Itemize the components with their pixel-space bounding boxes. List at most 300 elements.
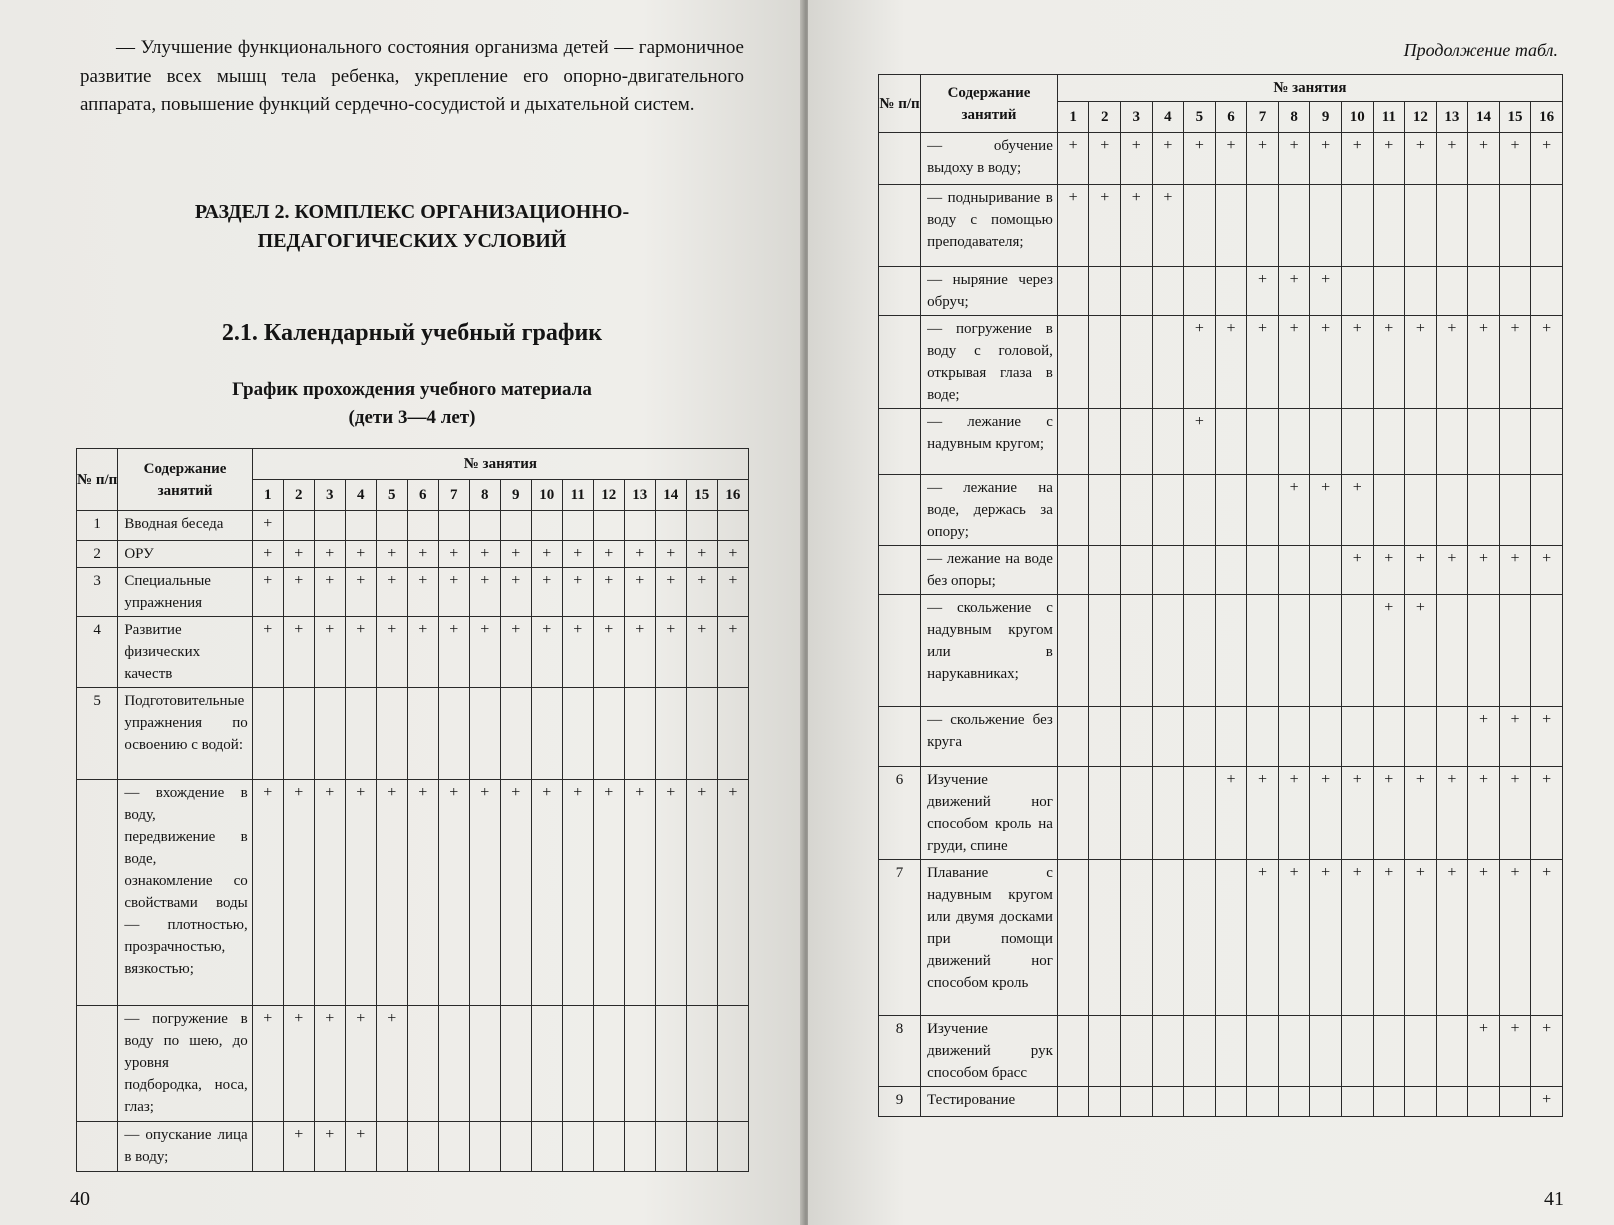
lesson-number: 3 <box>314 480 345 511</box>
lesson-mark: + <box>1531 767 1563 860</box>
lesson-mark: + <box>562 780 593 1006</box>
lesson-number: 4 <box>345 480 376 511</box>
lesson-mark: + <box>1310 133 1342 185</box>
row-number <box>879 595 921 707</box>
lesson-mark: + <box>1405 767 1437 860</box>
lesson-mark: + <box>1215 133 1247 185</box>
lesson-mark: + <box>345 568 376 617</box>
row-number: 3 <box>77 568 118 617</box>
lesson-mark <box>717 511 748 541</box>
row-content: Изучение движений ног способом кроль на груди, спине <box>921 767 1058 860</box>
lesson-mark <box>1152 595 1184 707</box>
lesson-mark: + <box>1278 316 1310 409</box>
lesson-mark <box>1152 475 1184 546</box>
lesson-mark: + <box>283 780 314 1006</box>
lesson-mark: + <box>1405 133 1437 185</box>
lesson-mark <box>717 688 748 780</box>
lesson-mark <box>1373 1087 1405 1117</box>
lesson-mark <box>500 511 531 541</box>
lesson-mark <box>655 511 686 541</box>
lesson-mark <box>531 1006 562 1122</box>
lesson-mark: + <box>1531 133 1563 185</box>
lesson-number: 11 <box>562 480 593 511</box>
lesson-mark: + <box>1405 595 1437 707</box>
lesson-mark <box>1057 595 1089 707</box>
lesson-mark: + <box>1152 185 1184 267</box>
lesson-mark: + <box>407 568 438 617</box>
lesson-mark <box>593 1006 624 1122</box>
lesson-mark <box>407 1122 438 1172</box>
lesson-mark: + <box>1278 133 1310 185</box>
lesson-mark <box>1152 409 1184 475</box>
lesson-mark: + <box>1373 595 1405 707</box>
lesson-mark <box>469 688 500 780</box>
lesson-mark <box>1310 1087 1342 1117</box>
lesson-mark: + <box>1341 546 1373 595</box>
lesson-mark: + <box>500 568 531 617</box>
lesson-mark <box>1436 267 1468 316</box>
table-row <box>77 617 749 688</box>
lesson-mark: + <box>1278 475 1310 546</box>
lesson-mark: + <box>655 617 686 688</box>
header-lesson: № занятия <box>252 449 748 480</box>
lesson-mark: + <box>1531 707 1563 767</box>
lesson-mark: + <box>1531 546 1563 595</box>
lesson-mark: + <box>1089 133 1121 185</box>
lesson-mark <box>283 688 314 780</box>
lesson-mark <box>1341 185 1373 267</box>
lesson-mark <box>1184 707 1216 767</box>
lesson-number: 12 <box>1405 102 1437 133</box>
lesson-mark: + <box>1057 133 1089 185</box>
lesson-mark: + <box>1373 860 1405 1016</box>
lesson-mark: + <box>1468 860 1500 1016</box>
lesson-mark <box>1089 475 1121 546</box>
lesson-mark: + <box>593 568 624 617</box>
lesson-number: 1 <box>1057 102 1089 133</box>
lesson-mark <box>469 1006 500 1122</box>
table-row <box>879 546 1563 595</box>
header-num: № п/п <box>879 75 921 133</box>
lesson-mark <box>1215 185 1247 267</box>
lesson-number: 3 <box>1121 102 1153 133</box>
table-row <box>77 1006 749 1122</box>
lesson-mark <box>624 1122 655 1172</box>
lesson-mark: + <box>686 617 717 688</box>
lesson-mark <box>1121 267 1153 316</box>
row-content: — ныряние через обруч; <box>921 267 1058 316</box>
table-row <box>879 185 1563 267</box>
lesson-mark <box>1405 267 1437 316</box>
lesson-mark: + <box>469 617 500 688</box>
lesson-mark: + <box>1184 316 1216 409</box>
lesson-mark <box>500 1122 531 1172</box>
row-number <box>879 409 921 475</box>
lesson-mark <box>1373 1016 1405 1087</box>
table-row <box>77 568 749 617</box>
lesson-mark: + <box>1499 707 1531 767</box>
lesson-number: 7 <box>438 480 469 511</box>
lesson-mark <box>1184 475 1216 546</box>
lesson-mark <box>1531 409 1563 475</box>
lesson-mark <box>562 511 593 541</box>
lesson-mark <box>1405 185 1437 267</box>
table-row <box>879 475 1563 546</box>
lesson-mark <box>314 511 345 541</box>
lesson-mark <box>1152 1087 1184 1117</box>
lesson-mark: + <box>717 568 748 617</box>
lesson-mark <box>686 1122 717 1172</box>
lesson-mark: + <box>345 617 376 688</box>
lesson-mark <box>500 688 531 780</box>
lesson-mark: + <box>1310 860 1342 1016</box>
lesson-mark: + <box>314 541 345 568</box>
lesson-mark <box>1121 707 1153 767</box>
lesson-mark <box>1468 595 1500 707</box>
lesson-mark: + <box>1341 316 1373 409</box>
lesson-mark: + <box>407 780 438 1006</box>
lesson-number: 8 <box>1278 102 1310 133</box>
lesson-mark <box>1247 707 1279 767</box>
table-row <box>879 707 1563 767</box>
row-content: Специальные упражнения <box>118 568 252 617</box>
lesson-mark: + <box>283 1006 314 1122</box>
lesson-mark <box>1057 1016 1089 1087</box>
lesson-mark <box>1247 409 1279 475</box>
lesson-mark: + <box>438 541 469 568</box>
lesson-mark: + <box>252 617 283 688</box>
lesson-mark <box>1057 475 1089 546</box>
lesson-mark: + <box>469 780 500 1006</box>
lesson-mark: + <box>1531 860 1563 1016</box>
lesson-mark <box>1531 185 1563 267</box>
row-number <box>77 780 118 1006</box>
lesson-mark <box>1373 267 1405 316</box>
lesson-mark <box>1373 185 1405 267</box>
lesson-mark: + <box>1121 133 1153 185</box>
lesson-mark: + <box>1184 133 1216 185</box>
continuation-label: Продолжение табл. <box>1403 40 1558 60</box>
lesson-number: 13 <box>624 480 655 511</box>
lesson-mark: + <box>1468 133 1500 185</box>
lesson-mark <box>1089 860 1121 1016</box>
lesson-mark: + <box>686 568 717 617</box>
lesson-mark <box>314 688 345 780</box>
lesson-mark <box>1215 1016 1247 1087</box>
lesson-mark: + <box>593 780 624 1006</box>
lesson-mark: + <box>345 541 376 568</box>
table-row <box>879 1087 1563 1117</box>
lesson-mark <box>1373 475 1405 546</box>
lesson-mark <box>1278 546 1310 595</box>
lesson-mark: + <box>438 568 469 617</box>
row-content: Подготовительные упражнения по освоению с водой: <box>118 688 252 780</box>
lesson-mark <box>1436 185 1468 267</box>
lesson-mark <box>531 511 562 541</box>
lesson-mark <box>1468 475 1500 546</box>
lesson-mark: + <box>655 568 686 617</box>
lesson-mark <box>1184 595 1216 707</box>
lesson-mark: + <box>1499 860 1531 1016</box>
lesson-mark <box>686 511 717 541</box>
lesson-mark: + <box>1468 767 1500 860</box>
lesson-mark: + <box>531 541 562 568</box>
lesson-mark <box>1089 707 1121 767</box>
row-content: Тестирование <box>921 1087 1058 1117</box>
lesson-mark: + <box>314 1006 345 1122</box>
lesson-mark: + <box>376 541 407 568</box>
lesson-mark <box>1057 707 1089 767</box>
lesson-mark <box>1215 1087 1247 1117</box>
row-content: — лежание на воде без опоры; <box>921 546 1058 595</box>
lesson-mark: + <box>1247 767 1279 860</box>
lesson-number: 7 <box>1247 102 1279 133</box>
lesson-mark: + <box>500 541 531 568</box>
lesson-mark: + <box>283 541 314 568</box>
lesson-mark <box>1215 860 1247 1016</box>
lesson-mark <box>1436 409 1468 475</box>
lesson-mark: + <box>1121 185 1153 267</box>
lesson-mark: + <box>314 617 345 688</box>
lesson-mark <box>438 1122 469 1172</box>
lesson-mark: + <box>1436 860 1468 1016</box>
lesson-mark <box>1121 767 1153 860</box>
lesson-mark: + <box>1531 1087 1563 1117</box>
row-number: 1 <box>77 511 118 541</box>
lesson-mark: + <box>1468 1016 1500 1087</box>
lesson-number: 5 <box>376 480 407 511</box>
lesson-mark <box>1089 1016 1121 1087</box>
lesson-mark: + <box>1247 860 1279 1016</box>
lesson-mark <box>1531 267 1563 316</box>
lesson-mark: + <box>686 541 717 568</box>
lesson-mark <box>1089 409 1121 475</box>
lesson-mark: + <box>345 780 376 1006</box>
table-row <box>879 767 1563 860</box>
table-title-line1: График прохождения учебного материала <box>232 379 592 400</box>
row-content: — лежание с надувным кругом; <box>921 409 1058 475</box>
lesson-mark <box>1057 409 1089 475</box>
table-row <box>77 688 749 780</box>
lesson-mark: + <box>252 780 283 1006</box>
lesson-mark: + <box>624 617 655 688</box>
lesson-mark <box>1247 475 1279 546</box>
right-page <box>808 0 1614 1225</box>
row-content: — погружение в воду с головой, открывая глаза в воде; <box>921 316 1058 409</box>
lesson-mark <box>1468 409 1500 475</box>
lesson-mark <box>1089 546 1121 595</box>
header-content: Содержание занятий <box>118 449 252 511</box>
row-content: — скольжение с надувным кругом или в нарукавниках; <box>921 595 1058 707</box>
lesson-mark <box>624 688 655 780</box>
lesson-mark <box>407 511 438 541</box>
lesson-mark <box>1121 1087 1153 1117</box>
row-number: 5 <box>77 688 118 780</box>
lesson-mark <box>1057 767 1089 860</box>
lesson-mark: + <box>283 617 314 688</box>
lesson-number: 15 <box>1499 102 1531 133</box>
table-title <box>80 376 744 432</box>
lesson-number: 10 <box>531 480 562 511</box>
lesson-number: 2 <box>283 480 314 511</box>
lesson-mark <box>438 511 469 541</box>
lesson-mark: + <box>1405 546 1437 595</box>
lesson-mark <box>283 511 314 541</box>
lesson-mark <box>624 511 655 541</box>
row-content: — опускание лица в воду; <box>118 1122 252 1172</box>
lesson-mark <box>1341 595 1373 707</box>
schedule-table-right <box>878 74 1563 1117</box>
lesson-mark: + <box>1468 546 1500 595</box>
lesson-mark <box>655 688 686 780</box>
lesson-mark <box>1121 595 1153 707</box>
lesson-mark <box>376 1122 407 1172</box>
lesson-mark <box>1152 546 1184 595</box>
header-content: Содержание занятий <box>921 75 1058 133</box>
lesson-mark: + <box>407 617 438 688</box>
lesson-mark <box>1152 267 1184 316</box>
lesson-mark <box>1184 860 1216 1016</box>
lesson-mark: + <box>1341 475 1373 546</box>
lesson-mark <box>1499 475 1531 546</box>
lesson-mark <box>1089 267 1121 316</box>
lesson-mark: + <box>1310 267 1342 316</box>
lesson-mark <box>500 1006 531 1122</box>
lesson-mark <box>686 1006 717 1122</box>
lesson-mark: + <box>1436 767 1468 860</box>
row-number: 7 <box>879 860 921 1016</box>
lesson-mark: + <box>1341 767 1373 860</box>
row-number <box>879 267 921 316</box>
lesson-mark <box>1278 1087 1310 1117</box>
lesson-mark: + <box>283 1122 314 1172</box>
lesson-number: 16 <box>1531 102 1563 133</box>
row-number <box>879 185 921 267</box>
lesson-mark <box>1499 1087 1531 1117</box>
lesson-mark <box>593 511 624 541</box>
intro-paragraph: — Улучшение функционального состояния организма детей — гармоничное развитие всех мышц тела ребенка, укрепление его опорно-двигательного аппарата, повышение функций сердечно-сосудистой и дыхательной систем. <box>80 37 744 115</box>
lesson-mark: + <box>1499 1016 1531 1087</box>
lesson-mark: + <box>1373 316 1405 409</box>
row-content: Развитие физических качеств <box>118 617 252 688</box>
lesson-mark <box>438 688 469 780</box>
lesson-number: 13 <box>1436 102 1468 133</box>
row-content: Вводная беседа <box>118 511 252 541</box>
header-num: № п/п <box>77 449 118 511</box>
section-title-line2: ПЕДАГОГИЧЕСКИХ УСЛОВИЙ <box>257 230 567 252</box>
lesson-mark <box>1341 707 1373 767</box>
lesson-mark <box>1121 860 1153 1016</box>
lesson-mark: + <box>376 617 407 688</box>
lesson-mark: + <box>1499 133 1531 185</box>
lesson-mark <box>1057 546 1089 595</box>
lesson-number: 16 <box>717 480 748 511</box>
lesson-mark <box>1499 409 1531 475</box>
lesson-mark <box>1089 1087 1121 1117</box>
lesson-mark: + <box>593 541 624 568</box>
lesson-mark: + <box>624 541 655 568</box>
lesson-mark <box>1247 546 1279 595</box>
lesson-mark: + <box>1310 767 1342 860</box>
lesson-mark: + <box>1215 767 1247 860</box>
row-number <box>879 707 921 767</box>
subsection-title: 2.1. Календарный учебный график <box>221 320 603 346</box>
lesson-mark <box>1436 475 1468 546</box>
lesson-mark: + <box>1310 475 1342 546</box>
lesson-mark: + <box>1278 267 1310 316</box>
lesson-mark <box>1499 185 1531 267</box>
row-number: 4 <box>77 617 118 688</box>
row-number: 8 <box>879 1016 921 1087</box>
lesson-mark <box>1373 409 1405 475</box>
lesson-mark <box>1247 595 1279 707</box>
lesson-number: 6 <box>407 480 438 511</box>
lesson-mark <box>593 688 624 780</box>
lesson-mark <box>469 1122 500 1172</box>
lesson-mark: + <box>438 780 469 1006</box>
lesson-mark: + <box>252 1006 283 1122</box>
row-number <box>77 1006 118 1122</box>
lesson-mark: + <box>1436 316 1468 409</box>
lesson-mark: + <box>1247 133 1279 185</box>
lesson-mark <box>1310 595 1342 707</box>
lesson-mark: + <box>1531 316 1563 409</box>
lesson-mark <box>345 511 376 541</box>
lesson-mark <box>1310 1016 1342 1087</box>
lesson-mark <box>686 688 717 780</box>
lesson-mark: + <box>345 1006 376 1122</box>
lesson-number: 10 <box>1341 102 1373 133</box>
lesson-mark: + <box>1531 1016 1563 1087</box>
lesson-mark <box>1468 267 1500 316</box>
lesson-mark <box>1215 546 1247 595</box>
lesson-mark <box>376 511 407 541</box>
lesson-mark <box>717 1122 748 1172</box>
lesson-mark: + <box>1499 767 1531 860</box>
left-page <box>0 0 803 1225</box>
lesson-mark <box>1405 1016 1437 1087</box>
lesson-mark <box>1247 185 1279 267</box>
row-content: Плавание с надувным кругом или двумя досками при помощи движений ног способом кроль <box>921 860 1058 1016</box>
lesson-mark: + <box>1247 267 1279 316</box>
lesson-mark <box>1499 267 1531 316</box>
row-content: — скольжение без круга <box>921 707 1058 767</box>
row-number <box>879 316 921 409</box>
lesson-mark <box>1184 1016 1216 1087</box>
table-row <box>77 541 749 568</box>
lesson-mark <box>655 1006 686 1122</box>
lesson-mark <box>1184 546 1216 595</box>
lesson-mark <box>1310 546 1342 595</box>
lesson-mark <box>1247 1016 1279 1087</box>
lesson-mark: + <box>1373 133 1405 185</box>
table-row <box>77 780 749 1006</box>
lesson-mark: + <box>1405 316 1437 409</box>
lesson-number: 9 <box>1310 102 1342 133</box>
lesson-mark: + <box>1310 316 1342 409</box>
table-title-line2: (дети 3—4 лет) <box>348 407 476 428</box>
lesson-mark: + <box>1468 707 1500 767</box>
lesson-mark <box>1341 1087 1373 1117</box>
lesson-mark <box>376 688 407 780</box>
lesson-mark: + <box>314 1122 345 1172</box>
schedule-table-left <box>76 448 749 1172</box>
header-lesson: № занятия <box>1057 75 1562 102</box>
lesson-mark <box>1215 707 1247 767</box>
lesson-number: 5 <box>1184 102 1216 133</box>
lesson-mark <box>1121 546 1153 595</box>
lesson-mark: + <box>624 568 655 617</box>
